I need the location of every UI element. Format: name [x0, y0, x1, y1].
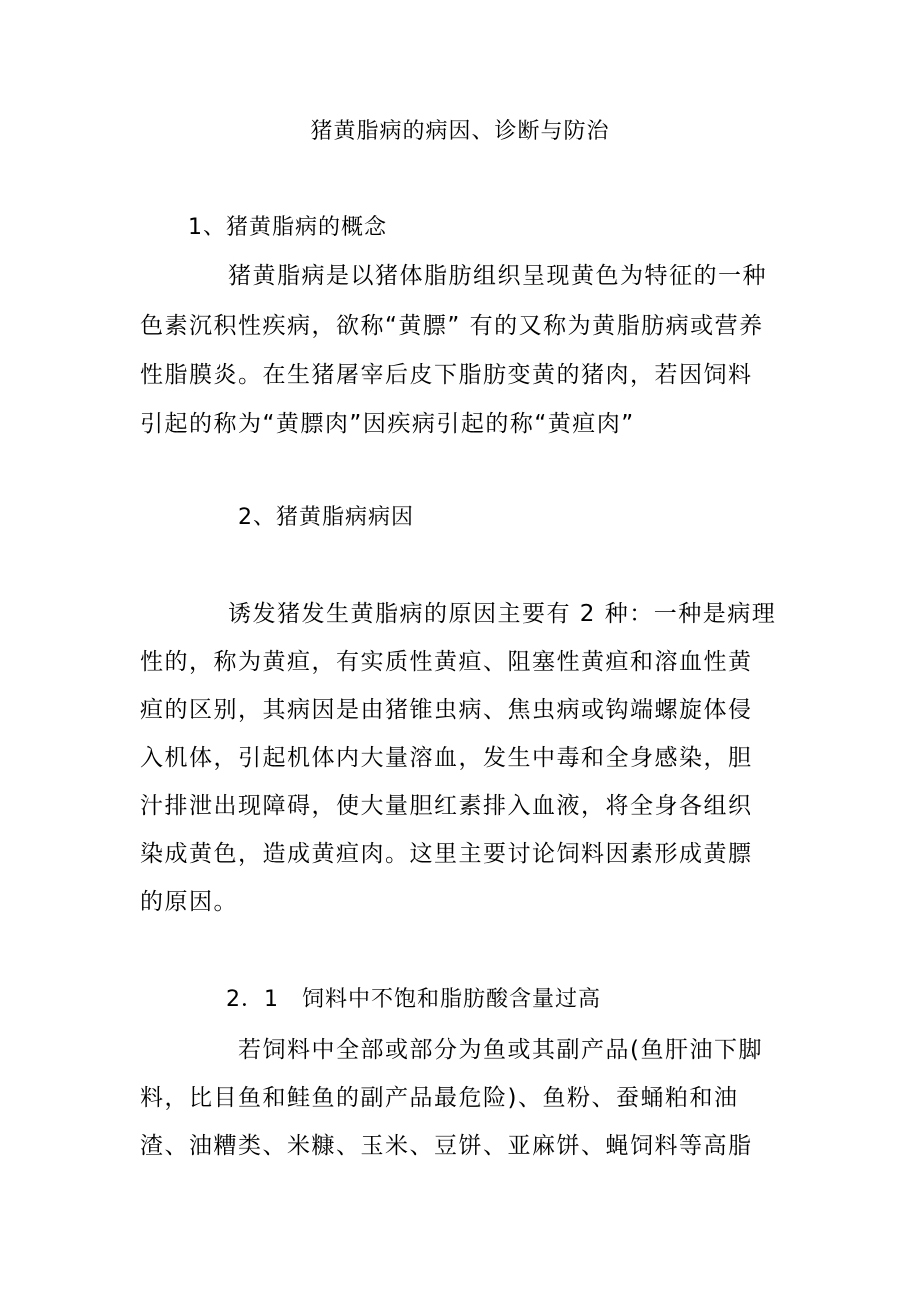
paragraph-line: 性的，称为黄疸，有实质性黄疸、阻塞性黄疸和溶血性黄: [140, 649, 753, 675]
paragraph-line: 引起的称为“黄膘肉”因疾病引起的称“黄疸肉”: [140, 411, 635, 437]
section-heading-unsaturated-fatty-acid: 2．1 饲料中不饱和脂肪酸含量过高: [226, 987, 601, 1012]
paragraph-line: 料，比目鱼和鲑鱼的副产品最危险)、鱼粉、蚕蛹粕和油: [140, 1085, 739, 1111]
paragraph-line: 性脂膜炎。在生猪屠宰后皮下脂肪变黄的猪肉，若因饲料: [140, 362, 753, 388]
paragraph-line: 猪黄脂病是以猪体脂肪组织呈现黄色为特征的一种: [228, 263, 767, 289]
paragraph-line: 若饲料中全部或部分为鱼或其副产品(鱼肝油下脚: [238, 1037, 763, 1063]
document-title: 猪黄脂病的病因、诊断与防治: [310, 119, 610, 144]
paragraph-line: 的原因。: [140, 889, 238, 915]
paragraph-line: 疸的区别，其病因是由猪锥虫病、焦虫病或钩端螺旋体侵: [140, 697, 753, 723]
paragraph-line: 渣、油糟类、米糠、玉米、豆饼、亚麻饼、蝇饲料等高脂: [140, 1133, 753, 1159]
paragraph-line: 色素沉积性疾病，欲称“黄膘” 有的又称为黄脂肪病或营养: [140, 313, 764, 339]
section-heading-concept: 1、猪黄脂病的概念: [188, 215, 387, 240]
paragraph-line: 汁排泄出现障碍，使大量胆红素排入血液，将全身各组织: [140, 793, 753, 819]
paragraph-line: 染成黄色，造成黄疸肉。这里主要讨论饲料因素形成黄膘: [140, 841, 753, 867]
section-heading-cause: 2、猪黄脂病病因: [238, 505, 414, 530]
paragraph-line: 诱发猪发生黄脂病的原因主要有 2 种：一种是病理: [228, 601, 777, 627]
paragraph-line: 入机体，引起机体内大量溶血，发生中毒和全身感染，胆: [140, 745, 753, 771]
